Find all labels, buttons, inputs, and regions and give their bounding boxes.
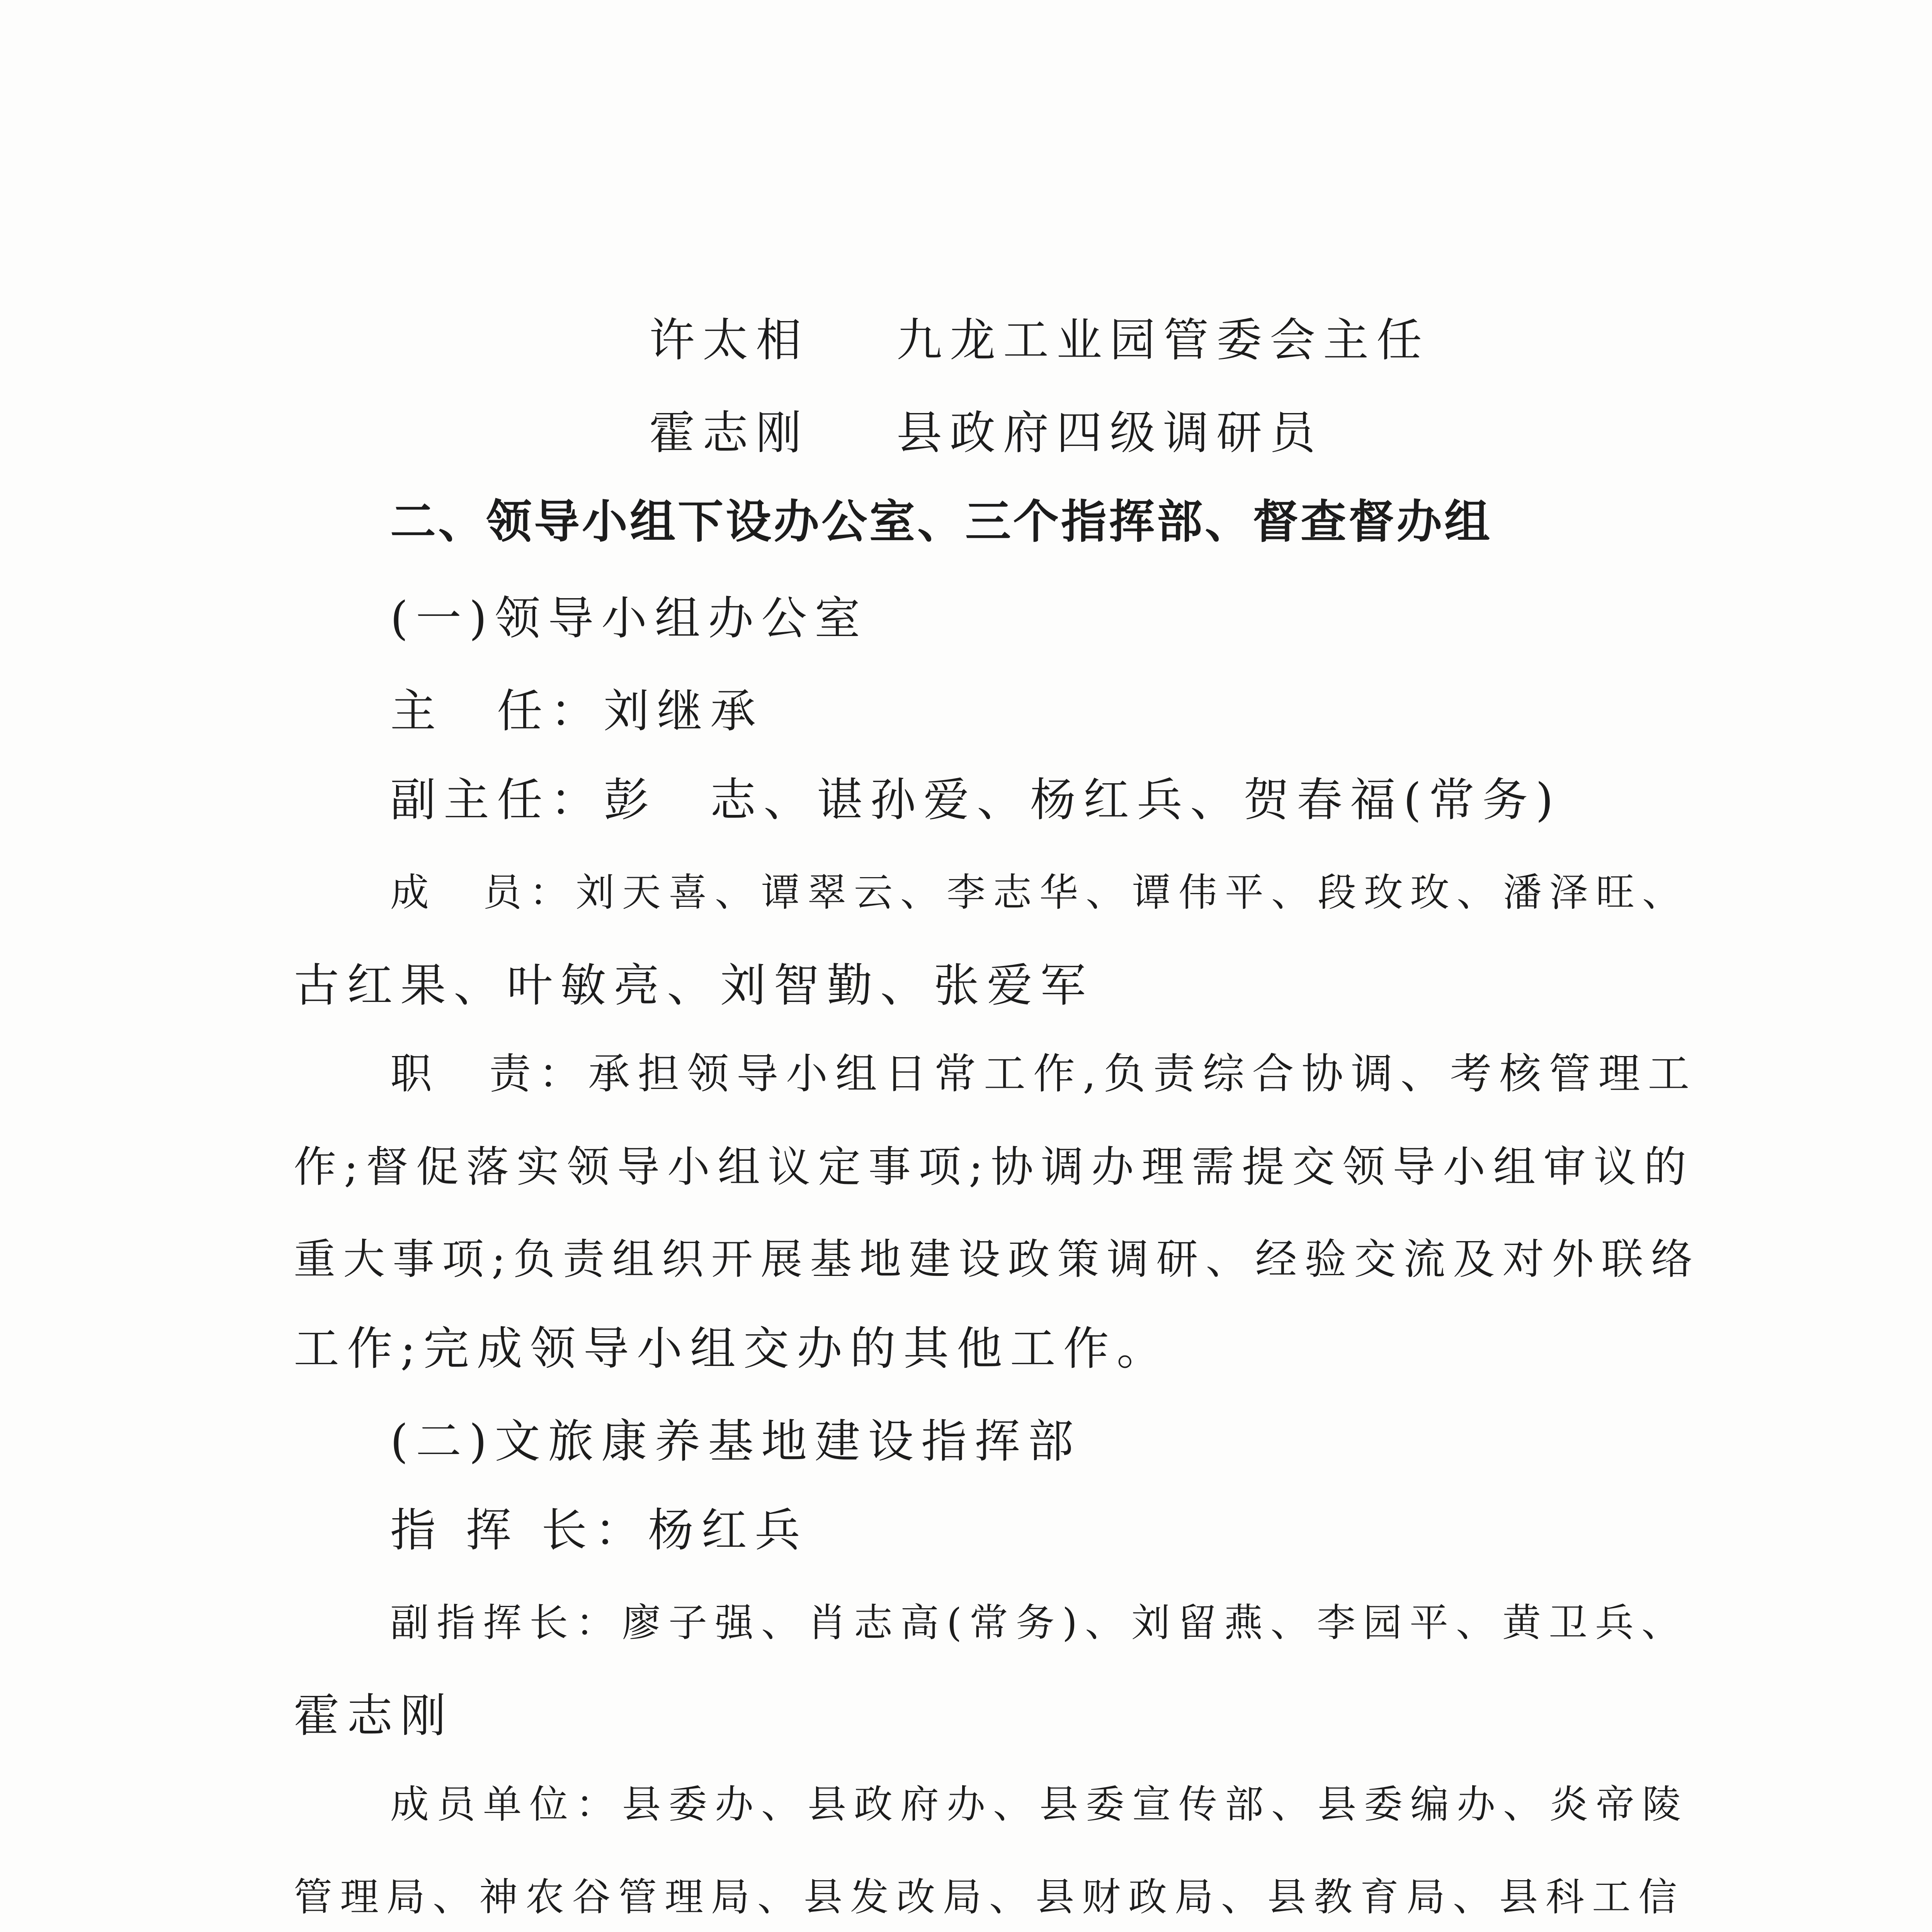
section-heading: 二、领导小组下设办公室、三个指挥部、督查督办组 [390,495,1493,548]
command-commander: 指 挥 长：杨红兵 [390,1503,808,1557]
appointment-name: 许太相 [649,313,810,367]
office-duties-line: 重大事项;负责组织开展基地建设政策调研、经验交流及对外联络 [294,1235,1701,1284]
subsection-heading: (一)领导小组办公室 [390,592,868,645]
appointment-title: 九龙工业园管委会主任 [896,313,1430,367]
office-duties-line: 作;督促落实领导小组议定事项;协调办理需提交领导小组审议的 [294,1142,1694,1192]
command-units-line: 成员单位：县委办、县政府办、县委宣传部、县委编办、炎帝陵 [390,1782,1689,1827]
office-duties-line: 职 责：承担领导小组日常工作,负责综合协调、考核管理工 [390,1050,1697,1098]
office-members-line: 成 员：刘天喜、谭翠云、李志华、谭伟平、段玫玫、潘泽旺、 [390,870,1689,915]
office-deputy: 副主任：彭 志、谌孙爱、杨红兵、贺春福(常务) [390,773,1561,827]
subsection-heading: (二)文旅康养基地建设指挥部 [390,1415,1082,1468]
office-director: 主 任：刘继承 [390,684,764,738]
command-units-line: 管理局、神农谷管理局、县发改局、县财政局、县教育局、县科工信 [294,1874,1685,1920]
appointment-name: 霍志刚 [649,406,810,459]
office-members-line: 古红果、叶敏亮、刘智勤、张爱军 [294,959,1094,1012]
office-duties-line: 工作;完成领导小组交办的其他工作。 [294,1322,1170,1375]
appointment-title: 县政府四级调研员 [896,406,1323,459]
command-deputy-line: 副指挥长：廖子强、肖志高(常务)、刘留燕、李园平、黄卫兵、 [390,1600,1688,1645]
command-deputy-line: 霍志刚 [294,1689,454,1742]
